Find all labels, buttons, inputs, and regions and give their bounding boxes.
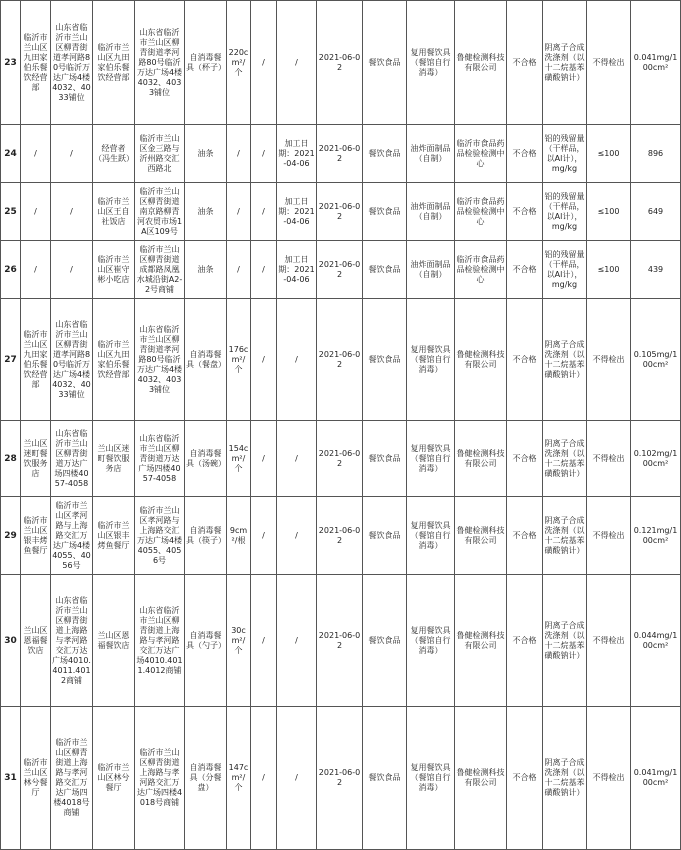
cell-date: 加工日期：2021-04-06 (277, 125, 317, 183)
cell-value: 0.102mg/100cm² (631, 421, 681, 497)
cell-standard: 不得检出 (587, 707, 631, 850)
cell-sampled-addr: 临沂市兰山区柳青街道南京路柳青河农贸市场1A区109号 (135, 183, 185, 241)
cell-lab: 临沂市食品药品检验检测中心 (455, 183, 507, 241)
cell-producer-addr: 临沂市兰山区孝河路与上海路交汇万达广场4楼4055、4056号 (51, 497, 93, 575)
cell-category: 餐饮食品 (363, 299, 407, 421)
cell-producer-addr: 山东省临沂市兰山区柳青街道孝河路80号临沂万达广场4楼4032、4033铺位 (51, 299, 93, 421)
cell-spec: 9cm²/根 (227, 497, 251, 575)
cell-result: 不合格 (507, 183, 543, 241)
cell-spec: 176cm²/个 (227, 299, 251, 421)
cell-subcategory: 复用餐饮具（餐馆自行消毒） (407, 299, 455, 421)
cell-item: 铝的残留量（干样品，以Al计），mg/kg (543, 183, 587, 241)
cell-item: 阴离子合成洗涤剂（以十二烷基苯磺酸钠计） (543, 707, 587, 850)
cell-standard: 不得检出 (587, 497, 631, 575)
cell-value: 0.121mg/100cm² (631, 497, 681, 575)
cell-value: 0.041mg/100cm² (631, 1, 681, 125)
cell-subcategory: 复用餐饮具（餐馆自行消毒） (407, 575, 455, 707)
cell-producer-addr: 临沂市兰山区柳青街道上海路与孝河路交汇万达广场四楼4018号商铺 (51, 707, 93, 850)
cell-sampled-addr: 临沂市兰山区柳青街道成都路凤凰水城沿街A2-2号商铺 (135, 241, 185, 299)
cell-no: 27 (1, 299, 21, 421)
cell-subcategory: 复用餐饮具（餐馆自行消毒） (407, 421, 455, 497)
cell-sampled-addr: 临沂市兰山区金三路与沂州路交汇西路北 (135, 125, 185, 183)
cell-producer-addr: 山东省临沂市兰山区柳青街道万达广场四楼4057-4058 (51, 421, 93, 497)
cell-producer: 临沂市兰山区银丰烤鱼餐厅 (21, 497, 51, 575)
cell-standard: 不得检出 (587, 299, 631, 421)
cell-sampled-addr: 临沂市兰山区孝河路与上海路交汇万达广场4楼4055、4056号 (135, 497, 185, 575)
cell-category: 餐饮食品 (363, 575, 407, 707)
cell-spec: 154cm²/个 (227, 421, 251, 497)
cell-standard: ≤100 (587, 125, 631, 183)
cell-category: 餐饮食品 (363, 497, 407, 575)
cell-lab: 鲁健检测科技有限公司 (455, 421, 507, 497)
cell-no: 26 (1, 241, 21, 299)
cell-category: 餐饮食品 (363, 1, 407, 125)
cell-producer: 临沂市兰山区九田家伯乐餐饮经营部 (21, 1, 51, 125)
cell-product: 自消毒餐具（筷子） (185, 497, 227, 575)
cell-date: / (277, 497, 317, 575)
cell-standard: 不得检出 (587, 421, 631, 497)
cell-producer-addr: 山东省临沂市兰山区柳青街道孝河路80号临沂万达广场4楼4032、4033铺位 (51, 1, 93, 125)
cell-result: 不合格 (507, 299, 543, 421)
cell-spec: 30cm²/个 (227, 575, 251, 707)
cell-item: 铝的残留量（干样品，以Al计），mg/kg (543, 241, 587, 299)
cell-product: 自消毒餐具（杯子） (185, 1, 227, 125)
cell-no: 30 (1, 575, 21, 707)
cell-result: 不合格 (507, 125, 543, 183)
cell-lab: 临沂市食品药品检验检测中心 (455, 241, 507, 299)
cell-product: 自消毒餐具（汤碗） (185, 421, 227, 497)
cell-sampled: 临沂市兰山区崔守彬小吃店 (93, 241, 135, 299)
cell-producer: / (21, 125, 51, 183)
table-row (1, 707, 681, 850)
cell-no: 28 (1, 421, 21, 497)
cell-item: 阴离子合成洗涤剂（以十二烷基苯磺酸钠计） (543, 575, 587, 707)
cell-no: 29 (1, 497, 21, 575)
cell-brand: / (251, 575, 277, 707)
cell-category: 餐饮食品 (363, 421, 407, 497)
cell-date: / (277, 575, 317, 707)
table-row (1, 575, 681, 707)
cell-category: 餐饮食品 (363, 707, 407, 850)
cell-brand: / (251, 707, 277, 850)
cell-product: 自消毒餐具（勺子） (185, 575, 227, 707)
table-body (1, 1, 681, 850)
cell-producer-addr: 山东省临沂市兰山区柳青街道上海路与孝河路交汇万达广场4010.4011.4012商铺 (51, 575, 93, 707)
table-row (1, 183, 681, 241)
cell-spec: / (227, 241, 251, 299)
cell-sampled-addr: 山东省临沂市兰山区柳青街道孝河路80号临沂万达广场4楼4032、4033铺位 (135, 1, 185, 125)
cell-notice-date: 2021-06-02 (317, 421, 363, 497)
cell-sampled-addr: 山东省临沂市兰山区柳青街道万达广场四楼4057-4058 (135, 421, 185, 497)
cell-spec: 220cm²/个 (227, 1, 251, 125)
cell-standard: ≤100 (587, 183, 631, 241)
cell-brand: / (251, 299, 277, 421)
cell-sampled: 兰山区恩福餐饮店 (93, 575, 135, 707)
cell-item: 阴离子合成洗涤剂（以十二烷基苯磺酸钠计） (543, 299, 587, 421)
cell-date: / (277, 421, 317, 497)
cell-brand: / (251, 241, 277, 299)
cell-result: 不合格 (507, 241, 543, 299)
cell-sampled: 临沂市兰山区王自社饭店 (93, 183, 135, 241)
cell-sampled: 临沂市兰山区九田家伯乐餐饮经营部 (93, 1, 135, 125)
cell-brand: / (251, 125, 277, 183)
cell-no: 24 (1, 125, 21, 183)
cell-standard: 不得检出 (587, 1, 631, 125)
cell-date: 加工日期：2021-04-06 (277, 183, 317, 241)
cell-notice-date: 2021-06-02 (317, 183, 363, 241)
cell-product: 油条 (185, 125, 227, 183)
cell-producer: 兰山区恩福餐饮店 (21, 575, 51, 707)
cell-notice-date: 2021-06-02 (317, 707, 363, 850)
cell-lab: 鲁健检测科技有限公司 (455, 575, 507, 707)
cell-result: 不合格 (507, 1, 543, 125)
cell-product: 自消毒餐具（餐盘） (185, 299, 227, 421)
cell-no: 23 (1, 1, 21, 125)
cell-date: / (277, 707, 317, 850)
cell-value: 649 (631, 183, 681, 241)
table-row (1, 299, 681, 421)
cell-sampled: 兰山区迷町餐饮服务店 (93, 421, 135, 497)
cell-producer-addr: / (51, 241, 93, 299)
cell-notice-date: 2021-06-02 (317, 125, 363, 183)
cell-brand: / (251, 497, 277, 575)
cell-product: 自消毒餐具（分餐盘） (185, 707, 227, 850)
cell-date: / (277, 1, 317, 125)
cell-value: 896 (631, 125, 681, 183)
cell-subcategory: 复用餐饮具（餐馆自行消毒） (407, 707, 455, 850)
cell-item: 铝的残留量（干样品，以Al计），mg/kg (543, 125, 587, 183)
cell-date: 加工日期：2021-04-06 (277, 241, 317, 299)
cell-no: 25 (1, 183, 21, 241)
table-row (1, 1, 681, 125)
cell-sampled-addr: 山东省临沂市兰山区柳青街道上海路与孝河路交汇万达广场4010.4011.4012商铺 (135, 575, 185, 707)
cell-lab: 鲁健检测科技有限公司 (455, 497, 507, 575)
cell-category: 餐饮食品 (363, 241, 407, 299)
cell-result: 不合格 (507, 497, 543, 575)
cell-producer: 兰山区迷町餐饮服务店 (21, 421, 51, 497)
cell-brand: / (251, 183, 277, 241)
table-row (1, 241, 681, 299)
cell-product: 油条 (185, 183, 227, 241)
cell-producer: 临沂市兰山区九田家伯乐餐饮经营部 (21, 299, 51, 421)
cell-subcategory: 油炸面制品（自制） (407, 183, 455, 241)
cell-sampled: 经营者（冯生跃） (93, 125, 135, 183)
cell-value: 439 (631, 241, 681, 299)
cell-standard: ≤100 (587, 241, 631, 299)
cell-notice-date: 2021-06-02 (317, 299, 363, 421)
cell-spec: 147cm²/个 (227, 707, 251, 850)
cell-value: 0.041mg/100cm² (631, 707, 681, 850)
cell-spec: / (227, 183, 251, 241)
cell-item: 阴离子合成洗涤剂（以十二烷基苯磺酸钠计） (543, 1, 587, 125)
cell-no: 31 (1, 707, 21, 850)
cell-item: 阴离子合成洗涤剂（以十二烷基苯磺酸钠计） (543, 497, 587, 575)
cell-subcategory: 复用餐饮具（餐馆自行消毒） (407, 497, 455, 575)
cell-item: 阴离子合成洗涤剂（以十二烷基苯磺酸钠计） (543, 421, 587, 497)
cell-value: 0.105mg/100cm² (631, 299, 681, 421)
cell-lab: 鲁健检测科技有限公司 (455, 707, 507, 850)
table-row (1, 421, 681, 497)
cell-lab: 鲁健检测科技有限公司 (455, 1, 507, 125)
cell-result: 不合格 (507, 421, 543, 497)
cell-producer: / (21, 183, 51, 241)
cell-spec: / (227, 125, 251, 183)
cell-notice-date: 2021-06-02 (317, 575, 363, 707)
cell-result: 不合格 (507, 575, 543, 707)
cell-lab: 临沂市食品药品检验检测中心 (455, 125, 507, 183)
cell-category: 餐饮食品 (363, 183, 407, 241)
cell-producer: 临沂市兰山区林兮餐厅 (21, 707, 51, 850)
cell-product: 油条 (185, 241, 227, 299)
cell-producer-addr: / (51, 183, 93, 241)
cell-producer-addr: / (51, 125, 93, 183)
cell-brand: / (251, 1, 277, 125)
cell-sampled-addr: 临沂市兰山区柳青街道上海路与孝河路交汇万达广场四楼4018号商铺 (135, 707, 185, 850)
cell-producer: / (21, 241, 51, 299)
table-row (1, 497, 681, 575)
cell-subcategory: 复用餐饮具（餐馆自行消毒） (407, 1, 455, 125)
cell-sampled: 临沂市兰山区银丰烤鱼餐厅 (93, 497, 135, 575)
table-row (1, 125, 681, 183)
cell-subcategory: 油炸面制品（自制） (407, 125, 455, 183)
cell-standard: 不得检出 (587, 575, 631, 707)
cell-date: / (277, 299, 317, 421)
cell-notice-date: 2021-06-02 (317, 241, 363, 299)
cell-lab: 鲁健检测科技有限公司 (455, 299, 507, 421)
cell-sampled-addr: 山东省临沂市兰山区柳青街道孝河路80号临沂万达广场4楼4032、4033铺位 (135, 299, 185, 421)
cell-brand: / (251, 421, 277, 497)
cell-sampled: 临沂市兰山区林兮餐厅 (93, 707, 135, 850)
cell-notice-date: 2021-06-02 (317, 1, 363, 125)
cell-result: 不合格 (507, 707, 543, 850)
cell-notice-date: 2021-06-02 (317, 497, 363, 575)
cell-category: 餐饮食品 (363, 125, 407, 183)
cell-sampled: 临沂市兰山区九田家伯乐餐饮经营部 (93, 299, 135, 421)
cell-value: 0.044mg/100cm² (631, 575, 681, 707)
cell-subcategory: 油炸面制品（自制） (407, 241, 455, 299)
